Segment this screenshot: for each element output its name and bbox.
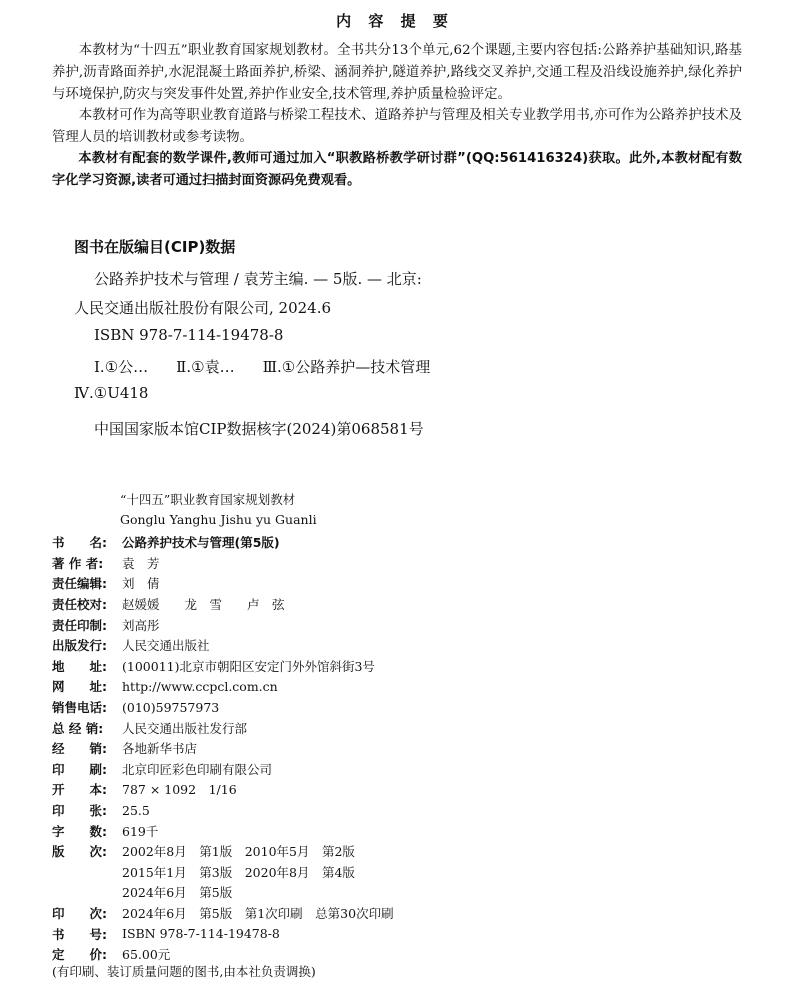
imprint-value: 公路养护技术与管理(第5版) xyxy=(122,535,280,551)
imprint-label: 责任校对: xyxy=(52,597,107,613)
cip-isbn-line: ISBN 978-7-114-19478-8 xyxy=(94,326,284,344)
imprint-row xyxy=(52,532,752,553)
imprint-value: ISBN 978-7-114-19478-8 xyxy=(122,926,280,942)
imprint-row xyxy=(52,903,752,924)
imprint-row xyxy=(52,594,752,615)
imprint-row xyxy=(52,676,752,697)
cip-publisher-line: 人民交通出版社股份有限公司, 2024.6 xyxy=(74,299,332,317)
cip-class-4: Ⅳ.①U418 xyxy=(74,384,149,402)
summary-paragraph-2: 本教材可作为高等职业教育道路与桥梁工程技术、道路养护与管理及相关专业教学用书,亦可作为公路养护技术及管理人员的培训教材或参考读物。 xyxy=(52,108,742,145)
imprint-label: 总 经 销: xyxy=(52,720,104,736)
courseware-notice: 本教材有配套的数学课件,教师可通过加入“职教路桥教学研讨群”(QQ:561416324)获取。此外,本教材配有数字化学习资源,读者可通过扫描封面资源码免费观看。 xyxy=(52,151,742,188)
imprint-label: 印 张: xyxy=(52,803,107,819)
imprint-row xyxy=(52,635,752,656)
imprint-label: 出版发行: xyxy=(52,638,107,654)
imprint-value: 北京印匠彩色印刷有限公司 xyxy=(122,761,273,777)
imprint-row xyxy=(52,862,752,883)
imprint-label: 责任印制: xyxy=(52,617,107,633)
imprint-value: (010)59757973 xyxy=(122,699,220,715)
imprint-label: 印 刷: xyxy=(52,761,107,777)
imprint-value: 25.5 xyxy=(122,802,150,818)
cip-classification xyxy=(94,356,458,377)
imprint-label: 责任编辑: xyxy=(52,576,107,592)
imprint-label: 网 址: xyxy=(52,679,107,695)
imprint-label: 书 名: xyxy=(52,535,107,551)
pinyin-title: Gonglu Yanghu Jishu yu Guanli xyxy=(120,512,317,527)
cip-verify-line: 中国国家版本馆CIP数据核字(2024)第068581号 xyxy=(94,420,424,438)
imprint-label: 定 价: xyxy=(52,947,107,963)
imprint-row xyxy=(52,820,752,841)
imprint-label: 地 址: xyxy=(52,658,107,674)
summary-paragraph-1: 本教材为“十四五”职业教育国家规划教材。全书共分13个单元,62个课题,主要内容包括:公路养护基础知识,路基养护,沥青路面养护,水泥混凝土路面养护,桥梁、涵洞养护,隧道养护,路线交叉养护,交通工程及沿线设施养护,绿化养护与环境保护,防灾与突发事件处置,养护作业安全,技术管理,养护质量检验评定。 xyxy=(52,43,742,102)
cip-class-1: Ⅰ.①公… xyxy=(94,358,149,376)
imprint-label: 著 作 者: xyxy=(52,555,104,571)
imprint-row xyxy=(52,882,752,903)
summary-title: 内 容 提 要 xyxy=(336,12,454,30)
imprint-label: 版 次: xyxy=(52,844,107,860)
imprint-value: 人民交通出版社发行部 xyxy=(122,720,248,736)
imprint-details xyxy=(52,532,752,964)
imprint-label: 经 销: xyxy=(52,741,107,757)
footnote: (有印刷、装订质量问题的图书,由本社负责调换) xyxy=(52,964,316,979)
series-name: “十四五”职业教育国家规划教材 xyxy=(120,492,296,507)
cip-heading: 图书在版编目(CIP)数据 xyxy=(74,238,236,256)
imprint-value: 2024年6月 第5版 xyxy=(122,885,233,901)
imprint-label: 开 本: xyxy=(52,782,107,798)
imprint-value: 刘 倩 xyxy=(122,576,160,592)
imprint-value: 2015年1月 第3版 2020年8月 第4版 xyxy=(122,864,355,880)
imprint-row xyxy=(52,553,752,574)
imprint-value: 787 × 1092 1/16 xyxy=(122,782,237,798)
imprint-label: 书 号: xyxy=(52,926,107,942)
imprint-value: 赵媛媛 龙 雪 卢 弦 xyxy=(122,597,285,613)
imprint-value: 刘高彤 xyxy=(122,617,160,633)
cip-class-3: Ⅲ.①公路养护—技术管理 xyxy=(262,358,431,376)
imprint-value: (100011)北京市朝阳区安定门外外馆斜街3号 xyxy=(122,658,375,674)
imprint-value: http://www.ccpcl.com.cn xyxy=(122,678,278,694)
imprint-label: 字 数: xyxy=(52,823,107,839)
imprint-value: 2024年6月 第5版 第1次印刷 总第30次印刷 xyxy=(122,905,394,921)
imprint-row xyxy=(52,717,752,738)
imprint-row xyxy=(52,738,752,759)
imprint-row xyxy=(52,656,752,677)
imprint-row xyxy=(52,573,752,594)
imprint-row xyxy=(52,923,752,944)
imprint-value: 65.00元 xyxy=(122,947,171,963)
imprint-row xyxy=(52,614,752,635)
imprint-value: 2002年8月 第1版 2010年5月 第2版 xyxy=(122,844,355,860)
imprint-row xyxy=(52,759,752,780)
imprint-value: 619千 xyxy=(122,823,159,839)
imprint-value: 人民交通出版社 xyxy=(122,638,210,654)
imprint-row xyxy=(52,800,752,821)
cip-title-line: 公路养护技术与管理 / 袁芳主编. — 5版. — 北京: xyxy=(94,270,422,288)
imprint-value: 袁 芳 xyxy=(122,555,160,571)
imprint-row xyxy=(52,779,752,800)
imprint-label: 销售电话: xyxy=(52,700,107,716)
cip-class-2: Ⅱ.①袁… xyxy=(176,358,235,376)
imprint-value: 各地新华书店 xyxy=(122,741,198,757)
imprint-label: 印 次: xyxy=(52,905,107,921)
imprint-row xyxy=(52,841,752,862)
imprint-row xyxy=(52,697,752,718)
